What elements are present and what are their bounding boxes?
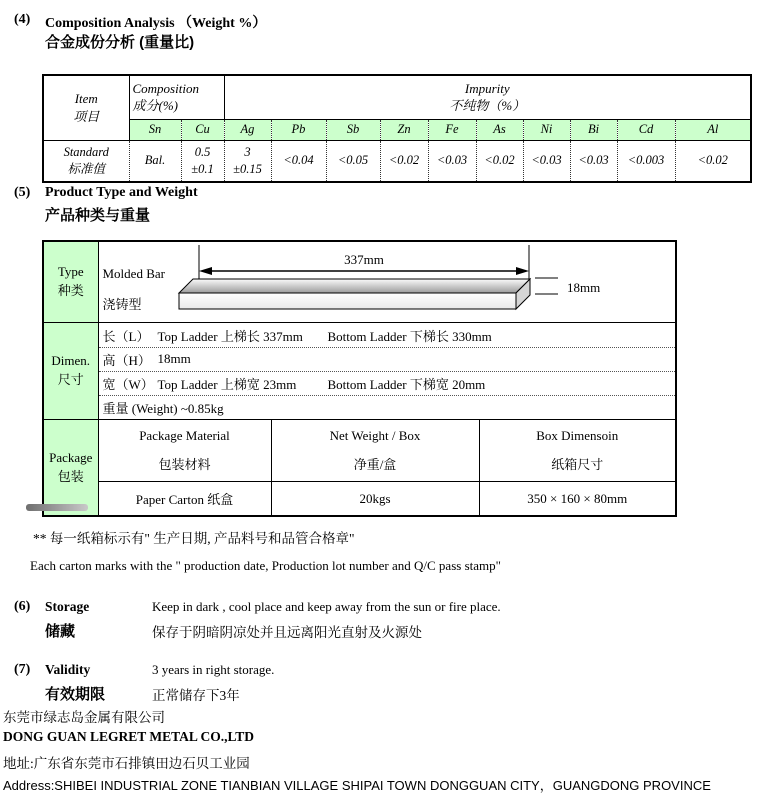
- item-header-cell: Item 项目: [43, 75, 129, 140]
- type-value-zh: 浇铸型: [102, 297, 142, 312]
- company-address-zh: 地址:广东省东莞市石排镇田边石贝工业园: [3, 756, 250, 771]
- section5-title-en: Product Type and Weight: [45, 185, 198, 200]
- value-cell: <0.003: [617, 140, 675, 182]
- package-header-material: Package Material 包装材料: [98, 420, 271, 482]
- section5-number: (5): [14, 185, 31, 200]
- product-table: [42, 240, 677, 517]
- arrowhead-right-icon: [516, 267, 529, 275]
- section5-title-zh: 产品种类与重量: [45, 207, 151, 224]
- value-cell: <0.02: [476, 140, 523, 182]
- carton-note-en: Each carton marks with the " production date, Production lot number and Q/C pass stamp": [30, 558, 501, 573]
- package-label-cell: Package 包装: [43, 420, 98, 517]
- length-dimension-label: 337mm: [343, 252, 384, 267]
- element-header: Ag: [224, 119, 271, 140]
- value-cell: <0.02: [675, 140, 751, 182]
- scan-artifact: [26, 504, 88, 511]
- dimen-row-height: 高（H） 18mm: [99, 348, 676, 372]
- value-cell: <0.05: [326, 140, 380, 182]
- element-header: Bi: [570, 119, 617, 140]
- section6-text-en: Keep in dark , cool place and keep away from the sun or fire place.: [152, 599, 501, 614]
- package-value-boxdim: 350 × 160 × 80mm: [479, 482, 676, 517]
- section7-number: (7): [14, 662, 31, 677]
- standard-label-cell: Standard 标准值: [43, 140, 129, 182]
- standard-values-row: [43, 140, 751, 182]
- bar-end-face: [516, 279, 530, 309]
- value-cell: 0.5 ±0.1: [181, 140, 224, 182]
- package-header-netweight: Net Weight / Box 净重/盒: [271, 420, 479, 482]
- element-header: Sn: [129, 119, 181, 140]
- composition-table: [42, 74, 752, 183]
- section7-text-en: 3 years in right storage.: [152, 662, 275, 677]
- section7-text-zh: 正常储存下3年: [152, 688, 240, 703]
- value-cell: 3 ±0.15: [224, 140, 271, 182]
- section6-number: (6): [14, 599, 31, 614]
- section6-title-zh: 储藏: [45, 623, 76, 640]
- section6-title-en: Storage: [45, 599, 90, 614]
- composition-header-cell: Composition 成分(%): [129, 75, 224, 119]
- company-name-en: DONG GUAN LEGRET METAL CO.,LTD: [3, 729, 255, 744]
- section6-text-zh: 保存于阴暗阴凉处并且远离阳光直射及火源处: [152, 625, 422, 640]
- company-address-en: Address:SHIBEI INDUSTRIAL ZONE TIANBIAN VILLAGE SHIPAI TOWN DONGGUAN CITY，GUANGDONG PROVINCE: [3, 778, 711, 793]
- bar-front-face: [179, 293, 516, 309]
- dimen-row-length: 长（L） Top Ladder 上梯长 337mm Bottom Ladder 下梯长 330mm: [99, 324, 676, 348]
- value-cell: <0.03: [428, 140, 476, 182]
- element-header: As: [476, 119, 523, 140]
- value-cell: <0.03: [523, 140, 570, 182]
- value-cell: <0.04: [271, 140, 326, 182]
- value-cell: Bal.: [129, 140, 181, 182]
- bar-top-face: [179, 279, 530, 293]
- value-cell: <0.03: [570, 140, 617, 182]
- element-header: Cu: [181, 119, 224, 140]
- type-value-en: Molded Bar: [102, 266, 165, 281]
- section4-number: (4): [14, 12, 31, 27]
- dimen-row-width: 宽（W） Top Ladder 上梯宽 23mm Bottom Ladder 下梯宽 20mm: [99, 372, 676, 396]
- element-header: Cd: [617, 119, 675, 140]
- package-value-netweight: 20kgs: [271, 482, 479, 517]
- impurity-header-cell: Impurity 不纯物（%）: [224, 75, 751, 119]
- package-value-material: Paper Carton 纸盒: [98, 482, 271, 517]
- height-dimension-label: 18mm: [566, 280, 600, 295]
- element-header: Sb: [326, 119, 380, 140]
- value-cell: <0.02: [380, 140, 428, 182]
- section7-title-en: Validity: [45, 662, 91, 677]
- dimen-row-weight: 重量 (Weight) ~0.85kg: [102, 400, 224, 416]
- type-label-cell: Type 种类: [43, 241, 98, 323]
- arrowhead-left-icon: [199, 267, 212, 275]
- dimen-values-cell: [98, 323, 676, 420]
- section4-title-en: Composition Analysis （Weight %）: [45, 16, 267, 31]
- section4-title-zh: 合金成份分析 (重量比): [45, 34, 195, 51]
- element-header: Pb: [271, 119, 326, 140]
- element-header: Al: [675, 119, 751, 140]
- company-name-zh: 东莞市绿志岛金属有限公司: [3, 710, 165, 725]
- element-header: Fe: [428, 119, 476, 140]
- element-header: Zn: [380, 119, 428, 140]
- element-header-row: [43, 119, 751, 140]
- dimen-label-cell: Dimen. 尺寸: [43, 323, 98, 420]
- element-header: Ni: [523, 119, 570, 140]
- section7-title-zh: 有效期限: [45, 686, 106, 703]
- type-value-cell: [98, 241, 676, 323]
- molded-bar-diagram: [99, 242, 677, 322]
- package-header-boxdim: Box Dimensoin 纸箱尺寸: [479, 420, 676, 482]
- carton-note-zh: ** 每一纸箱标示有" 生产日期, 产品料号和品管合格章": [33, 531, 355, 546]
